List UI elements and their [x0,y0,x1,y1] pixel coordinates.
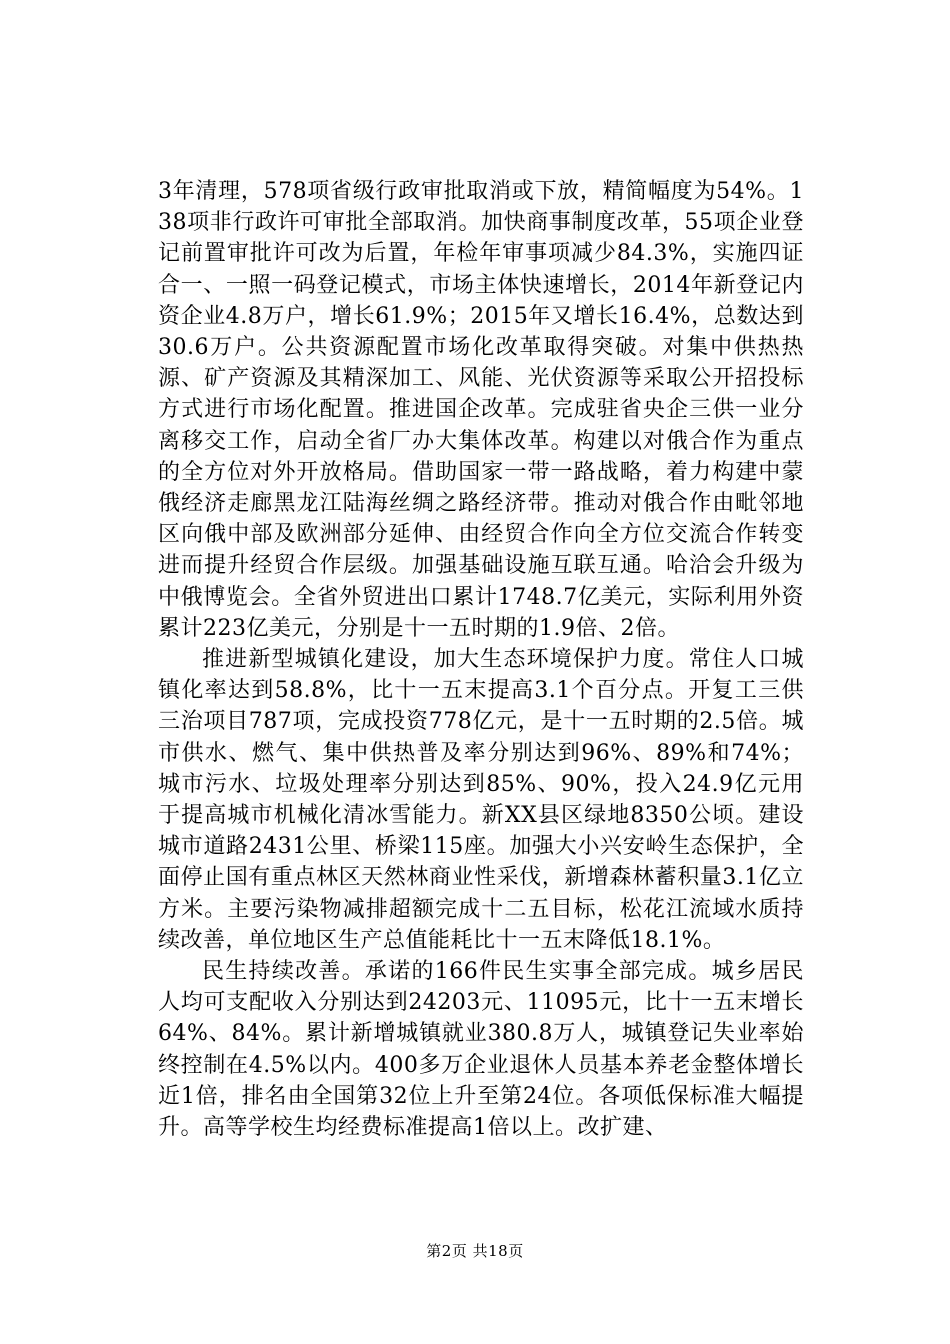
paragraph-urbanization: 推进新型城镇化建设，加大生态环境保护力度。常住人口城镇化率达到58.8%，比十一五末提高3.1个百分点。开复工三供三治项目787项，完成投资778亿元，是十一五时期的2.5倍。城市供水、燃气、集中供热普及率分别达到96%、89%和74%；城市污水、垃圾处理率分别达到85%、90%，投入24.9亿元用于提高城市机械化清冰雪能力。新XX县区绿地8350公顷。建设城市道路2431公里、桥梁115座。加强大小兴安岭生态保护，全面停止国有重点林区天然林商业性采伐，新增森林蓄积量3.1亿立方米。主要污染物减排超额完成十二五目标，松花江流域水质持续改善，单位地区生产总值能耗比十一五末降低18.1%。 [158,647,804,953]
document-body [158,176,804,1143]
paragraph-livelihood: 民生持续改善。承诺的166件民生实事全部完成。城乡居民人均可支配收入分别达到24203元、11095元，比十一五末增长64%、84%。累计新增城镇就业380.8万人，城镇登记失业率始终控制在4.5%以内。400多万企业退休人员基本养老金整体增长近1倍，排名由全国第32位上升至第24位。各项低保标准大幅提升。高等学校生均经费标准提高1倍以上。改扩建、 [158,959,804,1141]
paragraph-reform: 3年清理，578项省级行政审批取消或下放，精简幅度为54%。138项非行政许可审批全部取消。加快商事制度改革，55项企业登记前置审批许可改为后置，年检年审事项减少84.3%，实施四证合一、一照一码登记模式，市场主体快速增长，2014年新登记内资企业4.8万户，增长61.9%；2015年又增长16.4%，总数达到30.6万户。公共资源配置市场化改革取得突破。对集中供热热源、矿产资源及其精深加工、风能、光伏资源等采取公开招投标方式进行市场化配置。推进国企改革。完成驻省央企三供一业分离移交工作，启动全省厂办大集体改革。构建以对俄合作为重点的全方位对外开放格局。借助国家一带一路战略，着力构建中蒙俄经济走廊黑龙江陆海丝绸之路经济带。推动对俄合作由毗邻地区向俄中部及欧洲部分延伸、由经贸合作向全方位交流合作转变进而提升经贸合作层级。加强基础设施互联互通。哈洽会升级为中俄博览会。全省外贸进出口累计1748.7亿美元，实际利用外资累计223亿美元，分别是十一五时期的1.9倍、2倍。 [158,179,804,641]
page-number-footer: 第2页 共18页 [426,1242,524,1260]
